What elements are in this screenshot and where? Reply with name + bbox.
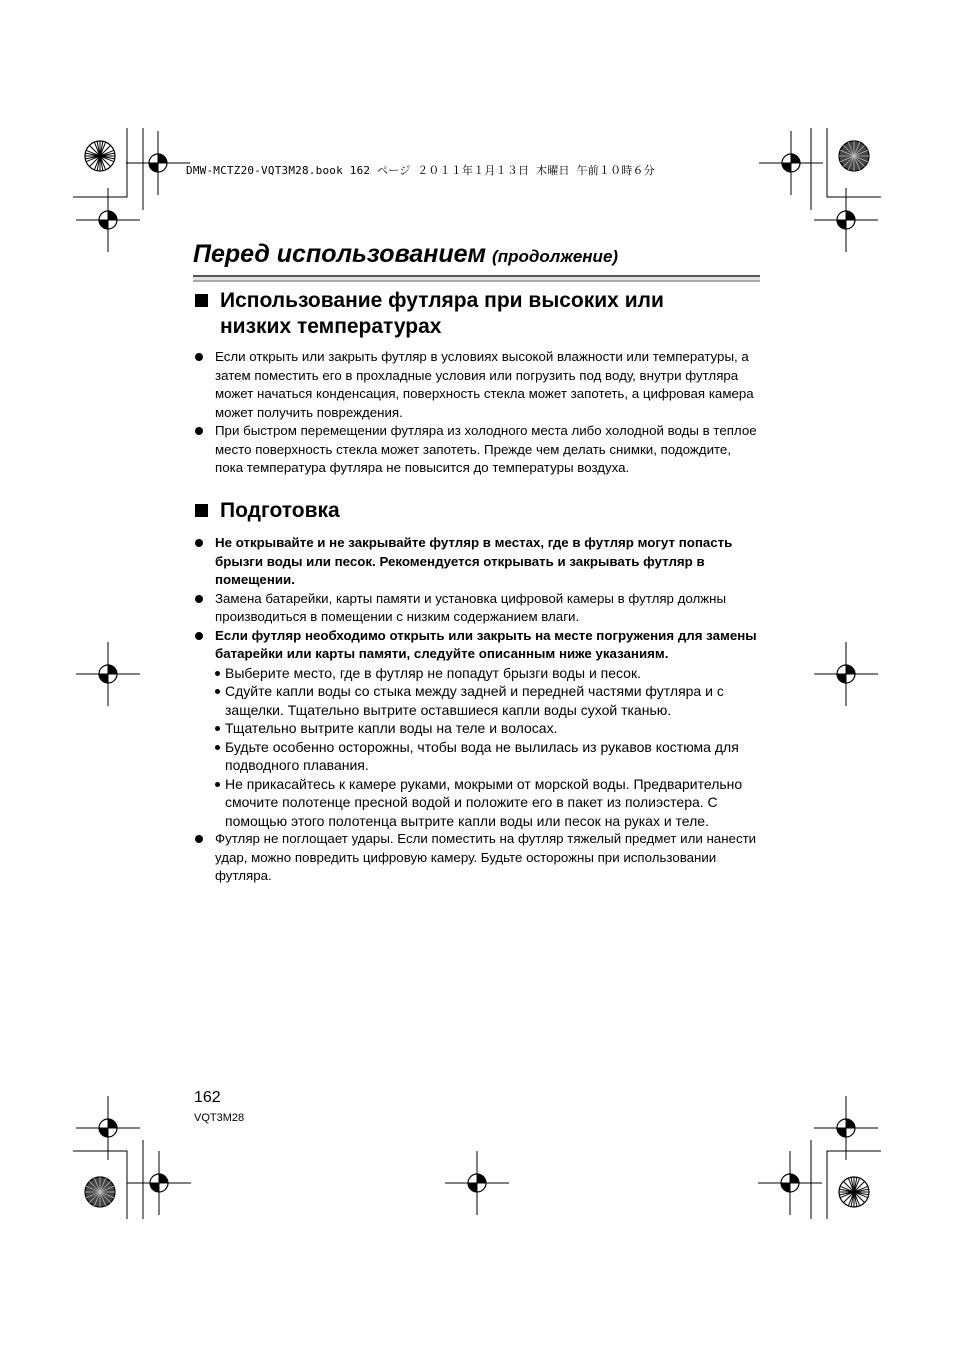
bullet-icon bbox=[195, 539, 203, 547]
list-item bbox=[193, 422, 760, 478]
small-bullet-icon bbox=[215, 745, 220, 750]
bullet-icon bbox=[195, 427, 203, 435]
list-item-text: Замена батарейки, карты памяти и установка цифровой камеры в футляр должны производиться в помещении с низким содержанием влаги. bbox=[215, 590, 727, 624]
bullet-icon bbox=[195, 353, 203, 361]
square-bullet-icon bbox=[195, 504, 208, 517]
sub-list-item bbox=[215, 682, 760, 719]
sub-list-item bbox=[215, 719, 760, 738]
section-heading-temperature bbox=[193, 288, 740, 340]
square-bullet-icon bbox=[195, 294, 208, 307]
page-title bbox=[193, 240, 618, 269]
small-bullet-icon bbox=[215, 782, 220, 787]
preparation-list bbox=[193, 534, 760, 886]
sub-list-item-text: Будьте особенно осторожны, чтобы вода не вылилась из рукавов костюма для подводного плавания. bbox=[225, 738, 739, 773]
page-title-main: Перед использованием bbox=[193, 240, 487, 268]
small-bullet-icon bbox=[215, 726, 220, 731]
list-item bbox=[193, 590, 760, 627]
page-title-subtitle: (продолжение) bbox=[492, 247, 619, 266]
list-item bbox=[193, 830, 760, 886]
list-item bbox=[193, 348, 760, 422]
temperature-list bbox=[193, 348, 760, 478]
list-item-text: Футляр не поглощает удары. Если поместить на футляр тяжелый предмет или нанести удар, можно повредить цифровую камеру. Будьте осторожны при использовании футляра. bbox=[215, 831, 757, 883]
list-item bbox=[193, 534, 760, 590]
print-info-header: DMW-MCTZ20-VQT3M28.book 162 ページ ２０１１年１月１３日 木曜日 午前１０時６分 bbox=[186, 164, 655, 177]
sub-list-item bbox=[215, 664, 760, 683]
document-code: VQT3M28 bbox=[194, 1112, 245, 1124]
small-bullet-icon bbox=[215, 671, 220, 676]
bullet-icon bbox=[195, 835, 203, 843]
bullet-icon bbox=[195, 632, 203, 640]
sub-list-item-text: Тщательно вытрите капли воды на теле и волосах. bbox=[225, 720, 558, 736]
list-item-text: Если футляр необходимо открыть или закрыть на месте погружения для замены батарейки или карты памяти, следуйте описанным ниже указаниям. bbox=[215, 627, 757, 661]
section-heading-text: Использование футляра при высоких или низких температурах bbox=[220, 289, 664, 338]
section-heading-text: Подготовка bbox=[220, 499, 340, 522]
sub-list-item-text: Выберите место, где в футляр не попадут брызги воды и песок. bbox=[225, 664, 641, 681]
list-item-text: При быстром перемещении футляра из холодного места либо холодной воды в теплое место поверхность стекла может запотеть. Прежде чем делать снимки, подождите, пока температура футляра не повысится до температуры воздуха. bbox=[215, 423, 757, 475]
list-item-text: Если открыть или закрыть футляр в условиях высокой влажности или температуры, а затем поместить его в прохладные условия или погрузить под воду, внутри футляра может начаться конденсация, поверхность стекла может запотеть, а цифровая камера может получить повреждения. bbox=[215, 349, 754, 420]
title-rule bbox=[193, 275, 760, 282]
section-heading-preparation bbox=[193, 498, 740, 524]
sub-list-item-text: Сдуйте капли воды со стыка между задней и передней частями футляра и с защелки. Тщательно вытрите оставшиеся капли воды сухой тканью. bbox=[225, 683, 724, 718]
small-bullet-icon bbox=[215, 689, 220, 694]
list-item-text: Не открывайте и не закрывайте футляр в местах, где в футляр могут попасть брызги воды или песок. Рекомендуется открывать и закрывать футляр в помещении. bbox=[215, 535, 733, 587]
bullet-icon bbox=[195, 595, 203, 603]
sub-list-item bbox=[215, 738, 760, 775]
list-item bbox=[193, 627, 760, 831]
sub-list-item bbox=[215, 775, 760, 831]
page-number: 162 bbox=[194, 1089, 221, 1106]
sub-list-item-text: Не прикасайтесь к камере руками, мокрыми от морской воды. Предварительно смочите полотенце пресной водой и положите его в пакет из полиэстера. С помощью этого полотенца вытрите капли воды или песок на руках и теле. bbox=[225, 775, 743, 829]
